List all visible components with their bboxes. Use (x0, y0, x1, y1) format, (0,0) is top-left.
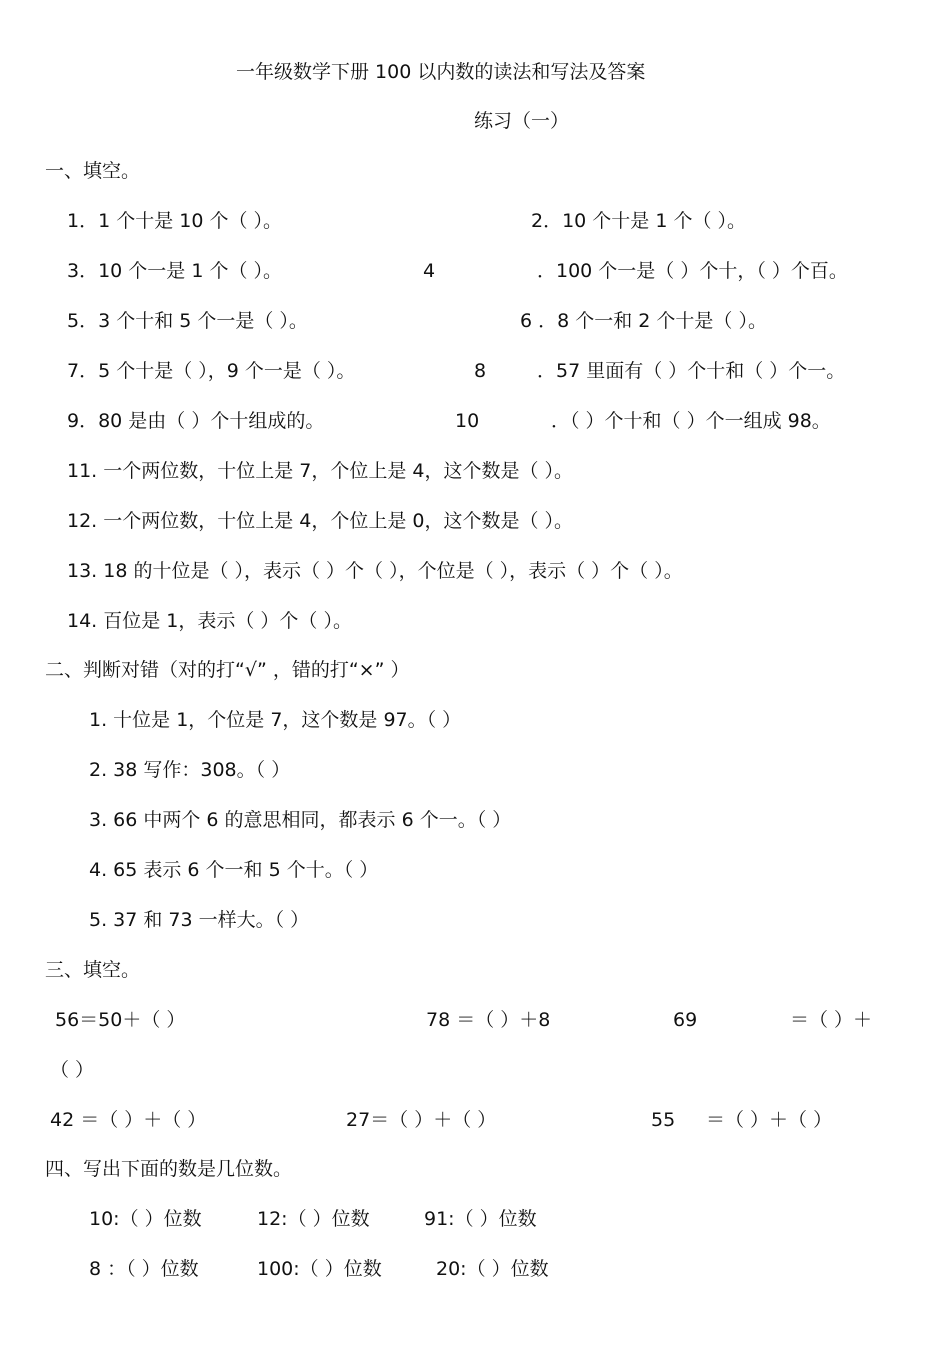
question-1-9: 9．80 是由（ ）个十组成的。 (67, 410, 325, 432)
judge-item-3: 3. 66 中两个 6 的意思相同，都表示 6 个一。（ ） (89, 809, 512, 831)
judge-item-2: 2. 38 写作：308。（ ） (89, 759, 291, 781)
judge-item-5: 5. 37 和 73 一样大。（ ） (89, 909, 310, 931)
question-1-1: 1．1 个十是 10 个（ ）。 (67, 210, 283, 232)
question-1-5: 5．3 个十和 5 个一是（ ）。 (67, 310, 308, 332)
page-title: 一年级数学下册 100 以内数的读法和写法及答案 (236, 61, 646, 83)
digits-item-12: 12:（ ）位数 (257, 1208, 370, 1230)
question-1-11: 11. 一个两位数，十位上是 7，个位上是 4，这个数是（ ）。 (67, 460, 574, 482)
question-1-12: 12. 一个两位数，十位上是 4，个位上是 0，这个数是（ ）。 (67, 510, 574, 532)
question-1-7: 7．5 个十是（ ），9 个一是（ ）。 (67, 360, 356, 382)
page-subtitle: 练习（一） (474, 110, 570, 132)
equation-2: 78 ＝（ ）＋8 (426, 1009, 551, 1031)
section-3-heading: 三、填空。 (45, 959, 141, 981)
section-2-heading: 二、判断对错（对的打“√” ，错的打“×” ） (45, 659, 410, 681)
question-1-2: 2．10 个十是 1 个（ ）。 (531, 210, 747, 232)
section-1-heading: 一、填空。 (45, 160, 141, 182)
equation-3-continuation: （ ） (50, 1059, 95, 1081)
question-1-8-number: 8 (474, 360, 487, 382)
digits-item-91: 91:（ ）位数 (424, 1208, 537, 1230)
question-1-4-text: ．100 个一是（ ）个十，（ ）个百。 (537, 260, 848, 282)
digits-item-10: 10:（ ）位数 (89, 1208, 202, 1230)
judge-item-4: 4. 65 表示 6 个一和 5 个十。（ ） (89, 859, 379, 881)
judge-item-1: 1. 十位是 1，个位是 7，这个数是 97。（ ） (89, 709, 462, 731)
question-1-8-text: ．57 里面有（ ）个十和（ ）个一。 (537, 360, 846, 382)
question-1-6: 6 ．8 个一和 2 个十是（ ）。 (520, 310, 767, 332)
equation-3-number: 69 (673, 1009, 698, 1031)
equation-1: 56＝50＋（ ） (55, 1009, 186, 1031)
question-1-10-text: ．（ ）个十和（ ）个一组成 98。 (551, 410, 831, 432)
question-1-10-number: 10 (455, 410, 480, 432)
section-4-heading: 四、写出下面的数是几位数。 (45, 1158, 293, 1180)
equation-4: 42 ＝（ ）＋（ ） (50, 1109, 207, 1131)
equation-5: 27＝（ ）＋（ ） (346, 1109, 497, 1131)
digits-item-8: 8 ：（ ）位数 (89, 1258, 199, 1280)
digits-item-20: 20:（ ）位数 (436, 1258, 549, 1280)
question-1-14: 14. 百位是 1，表示（ ）个（ ）。 (67, 610, 352, 632)
question-1-4-number: 4 (423, 260, 436, 282)
question-1-3: 3．10 个一是 1 个（ ）。 (67, 260, 283, 282)
equation-6-text: ＝（ ）＋（ ） (706, 1109, 833, 1131)
equation-6-number: 55 (651, 1109, 676, 1131)
equation-3-text: ＝（ ）＋ (790, 1009, 873, 1031)
digits-item-100: 100:（ ）位数 (257, 1258, 382, 1280)
question-1-13: 13. 18 的十位是（ ），表示（ ）个（ ），个位是（ ），表示（ ）个（ ）。 (67, 560, 683, 582)
